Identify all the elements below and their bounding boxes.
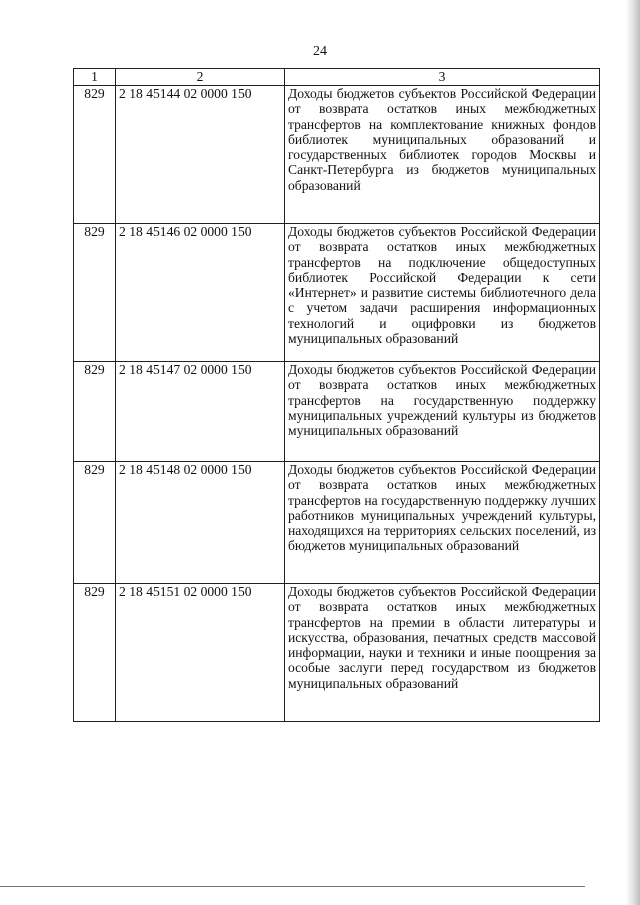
revenue-code-cell: 2 18 45147 02 0000 150 xyxy=(116,362,285,462)
column-header-2: 2 xyxy=(116,69,285,86)
page-bottom-rule xyxy=(0,886,585,887)
description-cell: Доходы бюджетов субъектов Российской Федерации от возврата остатков иных межбюджетных трансфертов на подключение общедоступных библиотек Российской Федерации к сети «Интернет» и развитие системы библиотечного дела с учетом задачи расширения информационных технологий и оцифровки из бюджетов муниципальных образований xyxy=(285,224,600,362)
admin-code-cell: 829 xyxy=(74,362,116,462)
description-cell: Доходы бюджетов субъектов Российской Федерации от возврата остатков иных межбюджетных трансфертов на государственную поддержку лучших работников муниципальных учреждений культуры, находящихся на территориях сельских поселений, из бюджетов муниципальных образований xyxy=(285,462,600,584)
description-cell: Доходы бюджетов субъектов Российской Федерации от возврата остатков иных межбюджетных трансфертов на премии в области литературы и искусства, образования, печатных средств массовой информации, науки и техники и иные поощрения за особые заслуги перед государством из бюджетов муниципальных образований xyxy=(285,584,600,722)
revenue-code-cell: 2 18 45151 02 0000 150 xyxy=(116,584,285,722)
admin-code-cell: 829 xyxy=(74,462,116,584)
revenue-code-cell: 2 18 45144 02 0000 150 xyxy=(116,86,285,224)
column-header-3: 3 xyxy=(285,69,600,86)
revenue-codes-table xyxy=(73,68,600,722)
column-header-1: 1 xyxy=(74,69,116,86)
revenue-code-cell: 2 18 45148 02 0000 150 xyxy=(116,462,285,584)
table-row xyxy=(74,86,600,224)
table-row xyxy=(74,224,600,362)
table-row xyxy=(74,584,600,722)
table-row xyxy=(74,362,600,462)
description-cell: Доходы бюджетов субъектов Российской Федерации от возврата остатков иных межбюджетных трансфертов на комплектование книжных фондов библиотек муниципальных образований и государственных библиотек городов Москвы и Санкт-Петербурга из бюджетов муниципальных образований xyxy=(285,86,600,224)
scan-shadow-edge xyxy=(626,0,640,905)
admin-code-cell: 829 xyxy=(74,584,116,722)
description-cell: Доходы бюджетов субъектов Российской Федерации от возврата остатков иных межбюджетных трансфертов на государственную поддержку муниципальных учреждений культуры из бюджетов муниципальных образований xyxy=(285,362,600,462)
admin-code-cell: 829 xyxy=(74,224,116,362)
table-header-row xyxy=(74,69,600,86)
admin-code-cell: 829 xyxy=(74,86,116,224)
page-number: 24 xyxy=(313,44,327,59)
table-row xyxy=(74,462,600,584)
revenue-code-cell: 2 18 45146 02 0000 150 xyxy=(116,224,285,362)
